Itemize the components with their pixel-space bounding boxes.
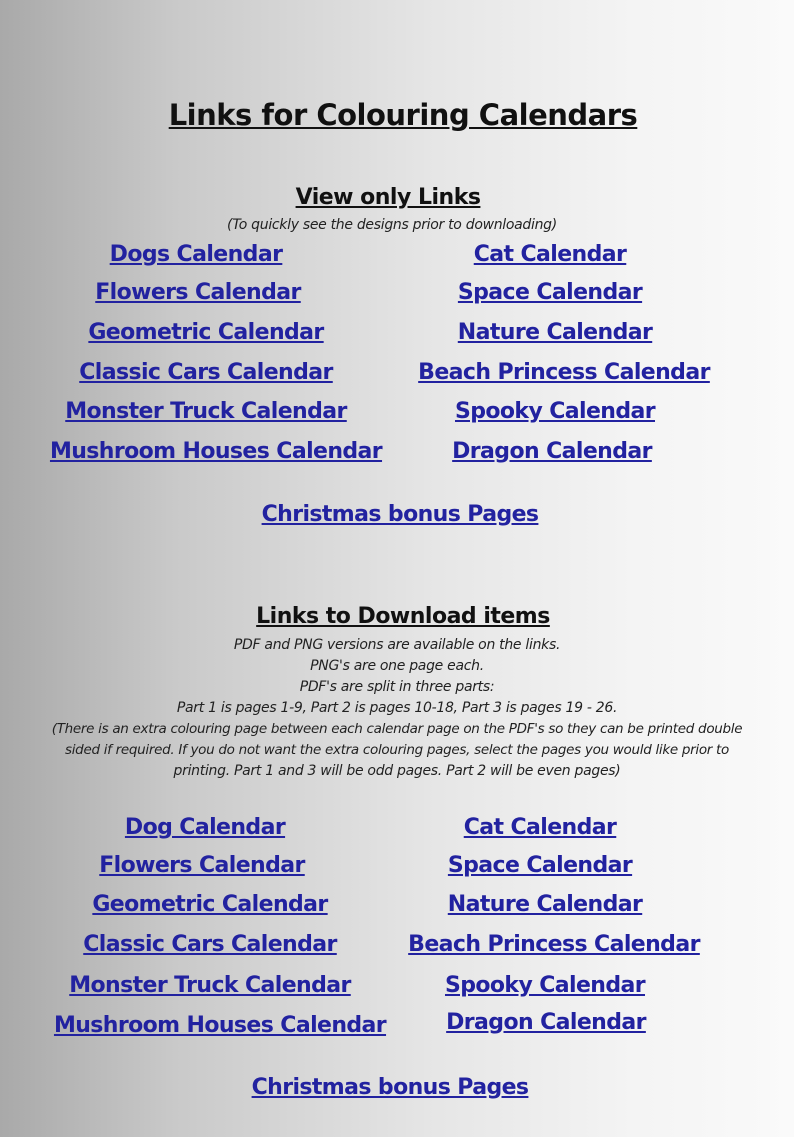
download-link-dragon[interactable]: Dragon Calendar <box>446 1010 646 1035</box>
download-link-classic-cars[interactable]: Classic Cars Calendar <box>83 932 337 957</box>
download-link-dog[interactable]: Dog Calendar <box>124 815 286 840</box>
download-note-line: sided if required. If you do not want the extra colouring pages, select the pages you would like prior to <box>65 742 729 758</box>
download-link-nature[interactable]: Nature Calendar <box>447 892 643 917</box>
view-link-geometric[interactable]: Geometric Calendar <box>88 320 324 345</box>
download-note-line: PNG's are one page each. <box>310 658 484 674</box>
download-link-geometric[interactable]: Geometric Calendar <box>92 892 328 917</box>
view-link-mushroom-houses[interactable]: Mushroom Houses Calendar <box>49 439 383 464</box>
download-links-heading: Links to Download items <box>256 604 550 629</box>
view-links-heading: View only Links <box>295 185 481 210</box>
view-link-spooky[interactable]: Spooky Calendar <box>454 399 656 424</box>
download-note-line: PDF's are split in three parts: <box>299 679 495 695</box>
download-link-beach-princess[interactable]: Beach Princess Calendar <box>408 932 700 957</box>
view-link-flowers[interactable]: Flowers Calendar <box>95 280 301 305</box>
view-link-christmas-bonus[interactable]: Christmas bonus Pages <box>261 502 539 527</box>
view-link-dragon[interactable]: Dragon Calendar <box>452 439 652 464</box>
view-link-monster-truck[interactable]: Monster Truck Calendar <box>65 399 347 424</box>
view-link-beach-princess[interactable]: Beach Princess Calendar <box>418 360 710 385</box>
view-link-dogs[interactable]: Dogs Calendar <box>109 242 283 267</box>
view-link-space[interactable]: Space Calendar <box>457 280 643 305</box>
view-link-cat[interactable]: Cat Calendar <box>473 242 627 267</box>
download-link-spooky[interactable]: Spooky Calendar <box>444 973 646 998</box>
download-link-monster-truck[interactable]: Monster Truck Calendar <box>69 973 351 998</box>
download-link-mushroom-houses[interactable]: Mushroom Houses Calendar <box>53 1013 387 1038</box>
download-note-line: printing. Part 1 and 3 will be odd pages. Part 2 will be even pages) <box>173 763 621 779</box>
download-note-line: PDF and PNG versions are available on the links. <box>233 637 561 653</box>
download-link-cat[interactable]: Cat Calendar <box>463 815 617 840</box>
download-note-line: Part 1 is pages 1-9, Part 2 is pages 10-18, Part 3 is pages 19 - 26. <box>176 700 618 716</box>
download-link-space[interactable]: Space Calendar <box>447 853 633 878</box>
view-link-nature[interactable]: Nature Calendar <box>457 320 653 345</box>
download-link-flowers[interactable]: Flowers Calendar <box>99 853 305 878</box>
view-link-classic-cars[interactable]: Classic Cars Calendar <box>79 360 333 385</box>
download-note-line: (There is an extra colouring page between each calendar page on the PDF's so they can be printed double <box>51 721 743 737</box>
view-links-note: (To quickly see the designs prior to downloading) <box>227 217 557 233</box>
page-title: Links for Colouring Calendars <box>168 98 638 132</box>
download-link-christmas-bonus[interactable]: Christmas bonus Pages <box>251 1075 529 1100</box>
download-notes <box>0 635 794 782</box>
